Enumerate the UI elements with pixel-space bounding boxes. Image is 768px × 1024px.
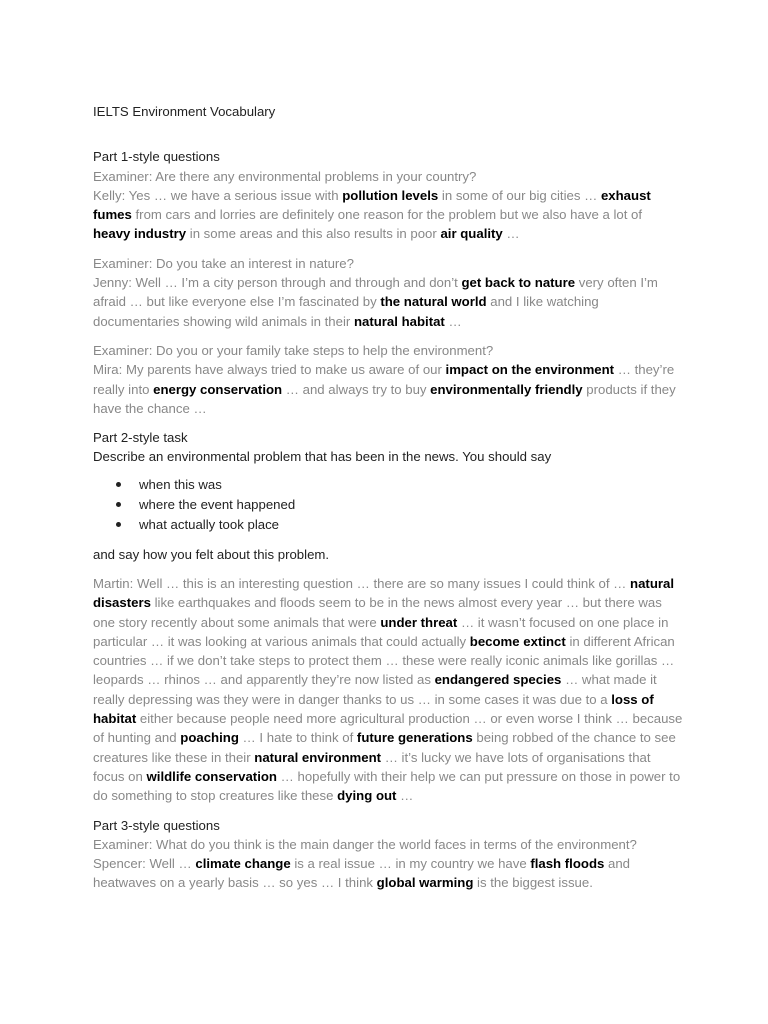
answer-text: … hopefully with their help we can put pressure on those in power to do something to stop creatures like these xyxy=(93,768,681,804)
answer-text: in different African countries … if we don’t take steps to protect them … these were really iconic animals like gorillas … leopards … rhinos … and apparently they’re now listed as xyxy=(93,633,675,688)
vocab-term: flash floods xyxy=(530,856,605,872)
examiner-question: Examiner: Are there any environmental problems in your country? xyxy=(93,168,477,184)
vocab-term: get back to nature xyxy=(461,275,576,291)
answer-text: … it’s lucky we have lots of organisations that focus on xyxy=(93,749,651,784)
examiner-question: Examiner: Do you or your family take steps to help the environment? xyxy=(93,342,494,358)
answer-text: like earthquakes and floods seem to be in the news almost every year … but there was one story recently about some animals that were xyxy=(93,595,662,630)
vocab-term: the natural world xyxy=(380,294,487,310)
list-item: when this was xyxy=(139,475,683,494)
vocab-term: dying out xyxy=(337,788,397,804)
vocab-term: heavy industry xyxy=(93,226,187,242)
answer-text: … xyxy=(502,226,520,242)
list-item: what actually took place xyxy=(139,515,683,534)
vocab-term: air quality xyxy=(440,226,503,242)
vocab-term: loss of habitat xyxy=(93,691,654,727)
answer-text: Mira: My parents have always tried to make us aware of our xyxy=(93,362,446,378)
part1-heading: Part 1-style questions xyxy=(93,149,220,165)
vocab-term: impact on the environment xyxy=(445,362,615,378)
part2-heading: Part 2-style task xyxy=(93,430,188,446)
vocab-term: poaching xyxy=(180,730,239,746)
list-item: where the event happened xyxy=(139,495,683,514)
part2-closing: and say how you felt about this problem. xyxy=(93,546,330,562)
answer-text: … xyxy=(396,788,414,804)
answer-text: … it wasn’t focused on one place in particular … it was looking at various animals that could actually xyxy=(93,614,669,649)
vocab-term: natural disasters xyxy=(93,575,674,611)
answer-text: … I hate to think of xyxy=(238,730,357,746)
answer-text: and I like watching documentaries showing wild animals in their xyxy=(93,294,599,329)
answer-text: Martin: Well … this is an interesting question … there are so many issues I could think of … xyxy=(93,575,631,591)
vocab-term: under threat xyxy=(380,614,458,630)
answer-martin xyxy=(93,574,683,806)
part2-bullet-list xyxy=(93,475,683,535)
answer-text: Spencer: Well … xyxy=(93,856,196,872)
examiner-question: Examiner: What do you think is the main danger the world faces in terms of the environment? xyxy=(93,836,637,852)
vocab-term: pollution levels xyxy=(342,187,439,203)
part1-q3 xyxy=(93,341,683,418)
answer-text: is a real issue … in my country we have xyxy=(290,856,531,872)
answer-text: … what made it really depressing was they were in danger thanks to us … in some cases it was due to a xyxy=(93,672,657,707)
answer-text: Kelly: Yes … we have a serious issue with xyxy=(93,187,343,203)
vocab-term: environmentally friendly xyxy=(430,381,583,397)
vocab-term: exhaust fumes xyxy=(93,187,651,223)
answer-text: and heatwaves on a yearly basis … so yes … I think xyxy=(93,856,630,891)
vocab-term: endangered species xyxy=(434,672,562,688)
answer-text: … they’re really into xyxy=(93,362,675,397)
answer-text: … xyxy=(444,313,462,329)
document-page xyxy=(93,102,683,893)
answer-text: very often I’m afraid … but like everyone else I’m fascinated by xyxy=(93,275,658,310)
part2-task: Describe an environmental problem that has been in the news. You should say xyxy=(93,449,552,465)
answer-text: in some areas and this also results in poor xyxy=(186,226,441,242)
vocab-term: become extinct xyxy=(469,633,566,649)
answer-text: products if they have the chance … xyxy=(93,381,676,416)
answer-jenny xyxy=(93,273,683,331)
answer-text: … and always try to buy xyxy=(282,381,431,397)
part1-q1 xyxy=(93,167,683,244)
vocab-term: future generations xyxy=(356,730,473,746)
vocab-term: wildlife conservation xyxy=(146,768,277,784)
answer-text: is the biggest issue. xyxy=(473,875,593,891)
vocab-term: energy conservation xyxy=(153,381,283,397)
answer-spencer xyxy=(93,854,683,893)
answer-text: from cars and lorries are definitely one reason for the problem but we also have a lot of xyxy=(131,207,643,223)
vocab-term: natural environment xyxy=(254,749,382,765)
vocab-term: climate change xyxy=(195,856,291,872)
spacer xyxy=(93,121,683,147)
part3-heading: Part 3-style questions xyxy=(93,817,220,833)
answer-kelly xyxy=(93,186,683,244)
answer-text: Jenny: Well … I’m a city person through and through and don’t xyxy=(93,275,462,291)
vocab-term: global warming xyxy=(376,875,474,891)
answer-text: either because people need more agricultural production … or even worse I think … because of hunting and xyxy=(93,711,683,746)
part1-q2 xyxy=(93,254,683,331)
vocab-term: natural habitat xyxy=(353,313,445,329)
document-title: IELTS Environment Vocabulary xyxy=(93,104,276,119)
answer-text: being robbed of the chance to see creatures like these in their xyxy=(93,730,676,765)
examiner-question: Examiner: Do you take an interest in nature? xyxy=(93,255,354,271)
answer-mira xyxy=(93,360,683,418)
answer-text: in some of our big cities … xyxy=(438,187,601,203)
part2-answer-block xyxy=(93,574,683,806)
